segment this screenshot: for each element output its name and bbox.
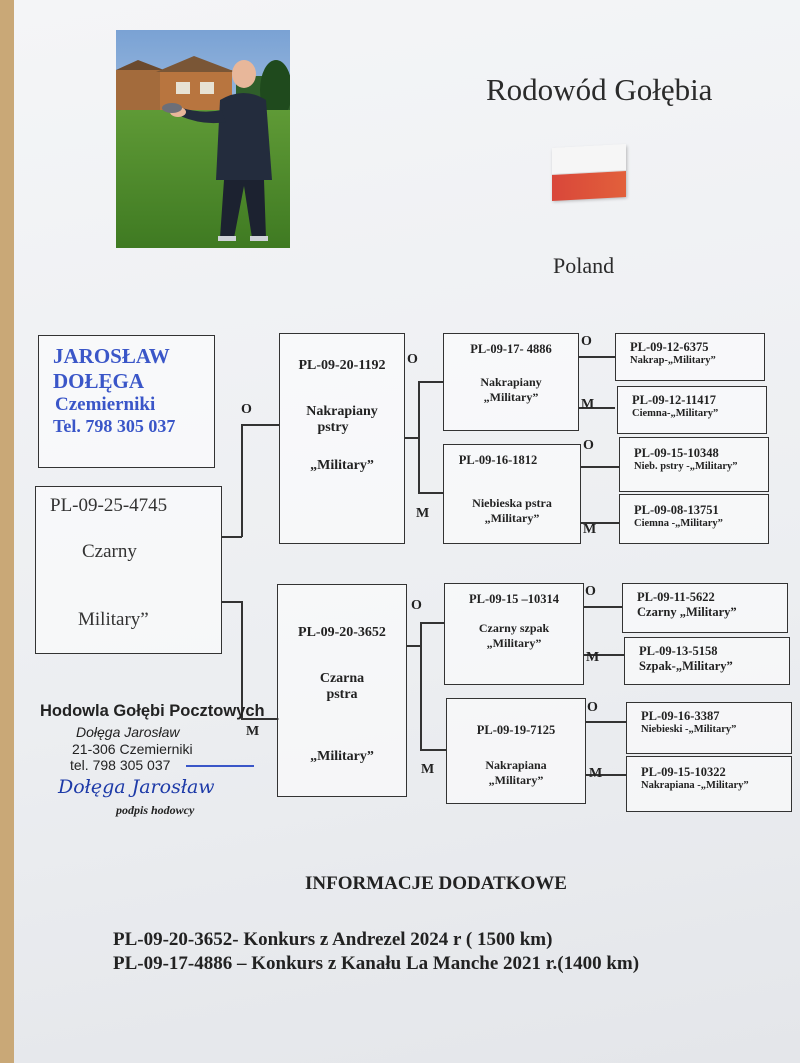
signature-caption: podpis hodowcy — [116, 803, 195, 817]
fmm-ring: PL-09-08-13751 — [634, 503, 719, 517]
ff-father-label: O — [581, 334, 592, 349]
mm-ring: PL-09-19-7125 — [476, 723, 556, 737]
stamp-title: Hodowla Gołębi Pocztowych — [40, 702, 265, 720]
fff-box — [615, 333, 765, 381]
info-line-2: PL-09-17-4886 – Konkurs z Kanału La Manche 2021 r.(1400 km) — [113, 953, 640, 974]
fmm-box — [619, 494, 769, 544]
mm-name: Nakrapiana — [485, 758, 547, 772]
mf-father-label: O — [585, 584, 596, 599]
fff-ring: PL-09-12-6375 — [630, 340, 709, 354]
breeder-photo — [116, 30, 290, 248]
mfm-name: Szpak-„Military” — [639, 659, 733, 673]
ff-strain: „Military” — [483, 390, 539, 404]
pigeon-strain: Military” — [78, 609, 149, 630]
father-name2: pstry — [317, 420, 349, 435]
fff-name: Nakrap-„Military” — [630, 355, 716, 366]
father-name1: Nakrapiany — [306, 404, 378, 419]
ffm-ring: PL-09-12-11417 — [632, 393, 717, 407]
father-label: O — [241, 402, 252, 417]
mff-box — [622, 583, 788, 633]
mf-name: Czarny szpak — [478, 621, 550, 635]
mff-ring: PL-09-11-5622 — [637, 590, 715, 604]
mmf-name: Niebieski -„Military” — [641, 724, 737, 735]
mm-father-label: O — [587, 700, 598, 715]
mf-ring: PL-09-15 –10314 — [469, 592, 559, 606]
mmm-ring: PL-09-15-10322 — [641, 765, 726, 779]
fm-name: Niebieska pstra — [472, 496, 552, 510]
mother-box — [277, 584, 407, 797]
ff-box — [443, 333, 579, 431]
fmf-ring: PL-09-15-10348 — [634, 446, 719, 460]
owner-town: Czemierniki — [55, 394, 156, 415]
mmf-ring: PL-09-16-3387 — [641, 709, 720, 723]
ff-name: Nakrapiany — [480, 375, 542, 389]
fmm-name: Ciemna -„Military” — [634, 518, 723, 529]
mf-mother-label: M — [586, 650, 600, 665]
mother-strain: „Military” — [310, 749, 374, 764]
page-title: Rodowód Gołębia — [486, 72, 713, 107]
father-father-label: O — [407, 352, 418, 367]
fm-strain: „Military” — [484, 511, 540, 525]
mfm-box — [624, 637, 790, 685]
mmm-box — [626, 756, 792, 812]
owner-box — [38, 335, 215, 468]
mother-name1: Czarna — [319, 671, 365, 686]
fm-mother-label: M — [583, 522, 597, 537]
fm-box — [443, 444, 581, 544]
signature: Dołęga Jarosław — [58, 776, 215, 798]
fm-father-label: O — [583, 438, 594, 453]
poland-flag-icon — [552, 144, 626, 200]
fmf-box — [619, 437, 769, 492]
mf-strain: „Military” — [486, 636, 542, 650]
mfm-ring: PL-09-13-5158 — [639, 644, 718, 658]
pigeon-ring: PL-09-25-4745 — [50, 495, 168, 516]
info-heading: INFORMACJE DODATKOWE — [305, 873, 567, 894]
mother-father-label: O — [411, 598, 422, 613]
father-box — [279, 333, 405, 544]
breeder-photo-illustration — [116, 30, 290, 248]
stamp-name: Dołęga Jarosław — [76, 724, 180, 740]
father-mother-label: M — [416, 506, 430, 521]
ff-mother-label: M — [581, 397, 595, 412]
ff-ring: PL-09-17- 4886 — [470, 342, 552, 356]
owner-last-name: DOŁĘGA — [53, 369, 145, 393]
mm-mother-label: M — [589, 766, 603, 781]
fmf-name: Nieb. pstry -„Military” — [634, 461, 738, 472]
mmf-box — [626, 702, 792, 754]
pigeon-box — [35, 486, 222, 654]
info-line-1: PL-09-20-3652- Konkurs z Andrezel 2024 r ( 1500 km) — [113, 929, 553, 950]
father-strain: „Military” — [310, 458, 374, 473]
pigeon-color: Czarny — [82, 541, 137, 562]
owner-phone: Tel. 798 305 037 — [53, 416, 176, 436]
country-label: Poland — [553, 253, 615, 278]
stamp-phone: tel. 798 305 037 — [70, 757, 171, 773]
ffm-name: Ciemna-„Military” — [632, 408, 719, 419]
ffm-box — [617, 386, 767, 434]
father-ring: PL-09-20-1192 — [298, 358, 386, 373]
mother-ring: PL-09-20-3652 — [298, 625, 386, 640]
mother-name2: pstra — [326, 687, 358, 702]
mother-mother-label: M — [421, 762, 435, 777]
mother-label: M — [246, 724, 260, 739]
mm-strain: „Military” — [488, 773, 544, 787]
fm-ring: PL-09-16-1812 — [458, 453, 538, 467]
stamp-address: 21-306 Czemierniki — [72, 741, 193, 757]
mmm-name: Nakrapiana -„Military” — [641, 780, 749, 791]
mff-name: Czarny „Military” — [637, 605, 737, 619]
mm-box — [446, 698, 586, 804]
mf-box — [444, 583, 584, 685]
owner-first-name: JAROSŁAW — [53, 344, 170, 368]
